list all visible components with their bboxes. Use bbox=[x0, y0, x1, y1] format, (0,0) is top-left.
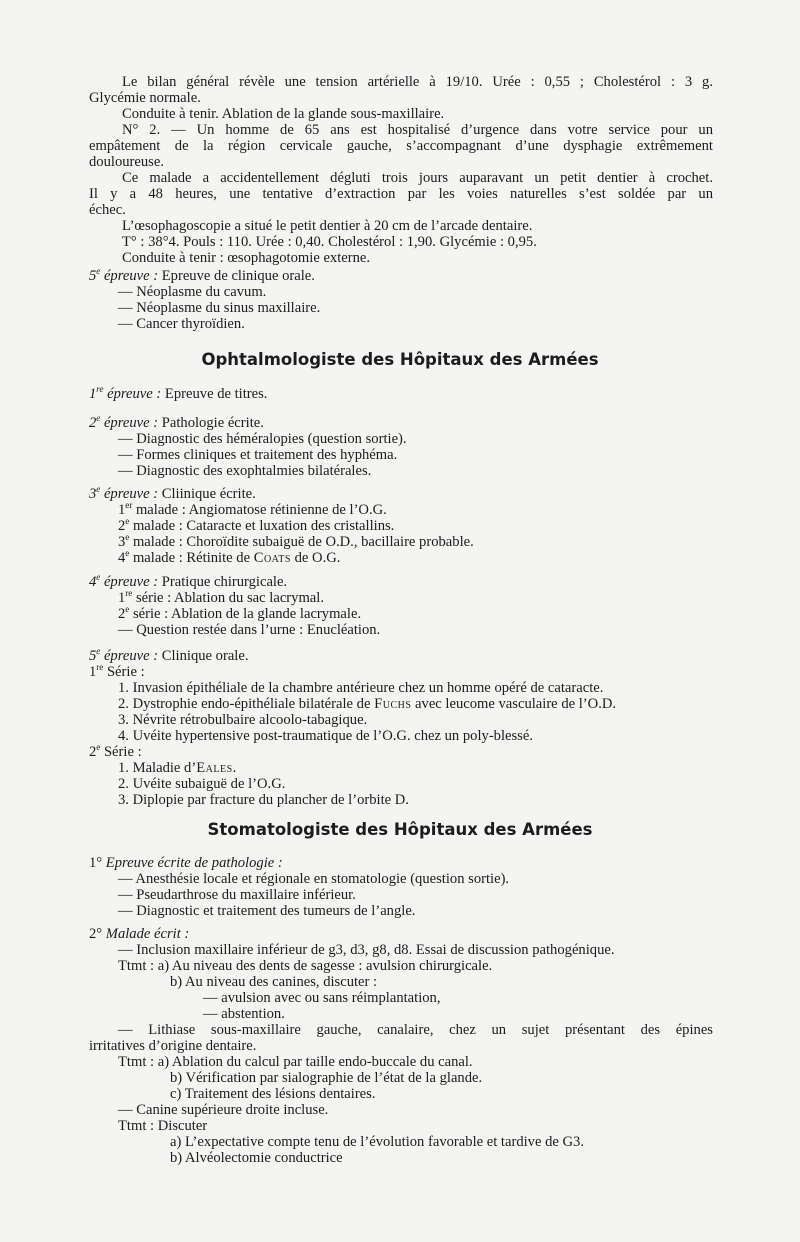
part-title: 2° Malade écrit : bbox=[89, 926, 190, 942]
text-line: irritatives d’origine dentaire. bbox=[89, 1038, 257, 1054]
exam-5-section bbox=[89, 268, 713, 332]
oph-exam-1 bbox=[89, 386, 713, 402]
section-heading-ophtalmologiste: Ophtalmologiste des Hôpitaux des Armées bbox=[201, 350, 599, 369]
list-item: — Diagnostic des héméralopies (question sortie). bbox=[118, 431, 407, 447]
text-line: échec. bbox=[89, 202, 126, 218]
list-item: — Anesthésie locale et régionale en stomatologie (question sortie). bbox=[118, 871, 510, 887]
series-title: 2e Série : bbox=[89, 742, 142, 760]
oph-exam-3 bbox=[89, 486, 713, 566]
list-item: — Diagnostic et traitement des tumeurs de l’angle. bbox=[118, 903, 416, 919]
text-line: Il y a 48 heures, une tentative d’extraction par les voies naturelles s’est soldée par un bbox=[89, 186, 713, 202]
exam-title: 5e épreuve : Clinique orale. bbox=[89, 646, 249, 664]
stom-part-2 bbox=[89, 926, 713, 1166]
exam-title: 2e épreuve : Pathologie écrite. bbox=[89, 413, 264, 431]
list-item: 2e malade : Cataracte et luxation des cristallins. bbox=[118, 516, 395, 534]
oph-exam-2 bbox=[89, 415, 713, 479]
text-line: T° : 38°4. Pouls : 110. Urée : 0,40. Cholestérol : 1,90. Glycémie : 0,95. bbox=[122, 234, 537, 250]
text-line: Ttmt : a) Ablation du calcul par taille endo-buccale du canal. bbox=[118, 1054, 473, 1070]
series-title: 1re Série : bbox=[89, 662, 145, 680]
list-item: 3. Névrite rétrobulbaire alcoolo-tabagique. bbox=[118, 712, 368, 728]
text-line: — Lithiase sous-maxillaire gauche, canalaire, chez un sujet présentant des épines bbox=[118, 1022, 713, 1038]
text-line: b) Vérification par sialographie de l’état de la glande. bbox=[170, 1070, 483, 1086]
list-item: 1re série : Ablation du sac lacrymal. bbox=[118, 588, 324, 606]
list-item: 4. Uvéite hypertensive post-traumatique de l’O.G. chez un poly-blessé. bbox=[118, 728, 533, 744]
text-line: Glycémie normale. bbox=[89, 90, 201, 106]
part-title: 1° Epreuve écrite de pathologie : bbox=[89, 855, 283, 871]
list-item: 1er malade : Angiomatose rétinienne de l’O.G. bbox=[118, 500, 387, 518]
stom-part-1 bbox=[89, 855, 713, 919]
list-item: 2e série : Ablation de la glande lacrymale. bbox=[118, 604, 362, 622]
list-item: — Formes cliniques et traitement des hyphéma. bbox=[118, 447, 398, 463]
text-line: — Inclusion maxillaire inférieur de g3, d3, g8, d8. Essai de discussion pathogénique. bbox=[118, 942, 615, 958]
exam-title: 1re épreuve : Epreuve de titres. bbox=[89, 384, 268, 402]
text-line: Conduite à tenir : œsophagotomie externe. bbox=[122, 250, 371, 266]
list-item: — Cancer thyroïdien. bbox=[118, 316, 245, 332]
exam-title: 4e épreuve : Pratique chirurgicale. bbox=[89, 572, 288, 590]
oph-exam-4 bbox=[89, 574, 713, 638]
list-item: — Pseudarthrose du maxillaire inférieur. bbox=[118, 887, 356, 903]
text-line: b) Au niveau des canines, discuter : bbox=[170, 974, 378, 990]
text-line: L’œsophagoscopie a situé le petit dentier à 20 cm de l’arcade dentaire. bbox=[122, 218, 533, 234]
list-item: 2. Uvéite subaiguë de l’O.G. bbox=[118, 776, 286, 792]
list-item: 4e malade : Rétinite de Coats de O.G. bbox=[118, 548, 341, 566]
text-line: empâtement de la région cervicale gauche, s’accompagnant d’une dysphagie extrêmement bbox=[89, 138, 713, 154]
list-item: 1. Maladie d’Eales. bbox=[118, 760, 237, 776]
list-item: — Question restée dans l’urne : Enucléation. bbox=[118, 622, 381, 638]
text-line: N° 2. — Un homme de 65 ans est hospitalisé d’urgence dans votre service pour un bbox=[122, 122, 713, 138]
list-item: 1. Invasion épithéliale de la chambre antérieure chez un homme opéré de cataracte. bbox=[118, 680, 604, 696]
text-line: Conduite à tenir. Ablation de la glande sous-maxillaire. bbox=[122, 106, 445, 122]
oph-exam-5 bbox=[89, 648, 713, 808]
text-line: a) L’expectative compte tenu de l’évolution favorable et tardive de G3. bbox=[170, 1134, 584, 1150]
list-item: 2. Dystrophie endo-épithéliale bilatérale de Fuchs avec leucome vasculaire de l’O.D. bbox=[118, 696, 617, 712]
text-line: Ttmt : Discuter bbox=[118, 1118, 208, 1134]
list-item: — Néoplasme du cavum. bbox=[118, 284, 267, 300]
list-item: — Diagnostic des exophtalmies bilatérales. bbox=[118, 463, 372, 479]
text-line: — avulsion avec ou sans réimplantation, bbox=[203, 990, 441, 1006]
case-continuation bbox=[89, 74, 713, 266]
text-line: — abstention. bbox=[203, 1006, 285, 1022]
list-item: — Néoplasme du sinus maxillaire. bbox=[118, 300, 321, 316]
text-line: Le bilan général révèle une tension artérielle à 19/10. Urée : 0,55 ; Cholestérol : 3 g. bbox=[122, 74, 713, 90]
text-line: b) Alvéolectomie conductrice bbox=[170, 1150, 343, 1166]
text-line: c) Traitement des lésions dentaires. bbox=[170, 1086, 376, 1102]
section-heading-stomatologiste: Stomatologiste des Hôpitaux des Armées bbox=[207, 820, 593, 839]
exam-title: 5e épreuve : Epreuve de clinique orale. bbox=[89, 266, 315, 284]
text-line: douloureuse. bbox=[89, 154, 164, 170]
exam-title: 3e épreuve : Cliinique écrite. bbox=[89, 484, 256, 502]
text-line: Ce malade a accidentellement dégluti trois jours auparavant un petit dentier à crochet. bbox=[122, 170, 713, 186]
list-item: 3e malade : Choroïdite subaiguë de O.D., bacillaire probable. bbox=[118, 532, 474, 550]
text-line: — Canine supérieure droite incluse. bbox=[118, 1102, 329, 1118]
text-line: Ttmt : a) Au niveau des dents de sagesse : avulsion chirurgicale. bbox=[118, 958, 493, 974]
list-item: 3. Diplopie par fracture du plancher de l’orbite D. bbox=[118, 792, 409, 808]
